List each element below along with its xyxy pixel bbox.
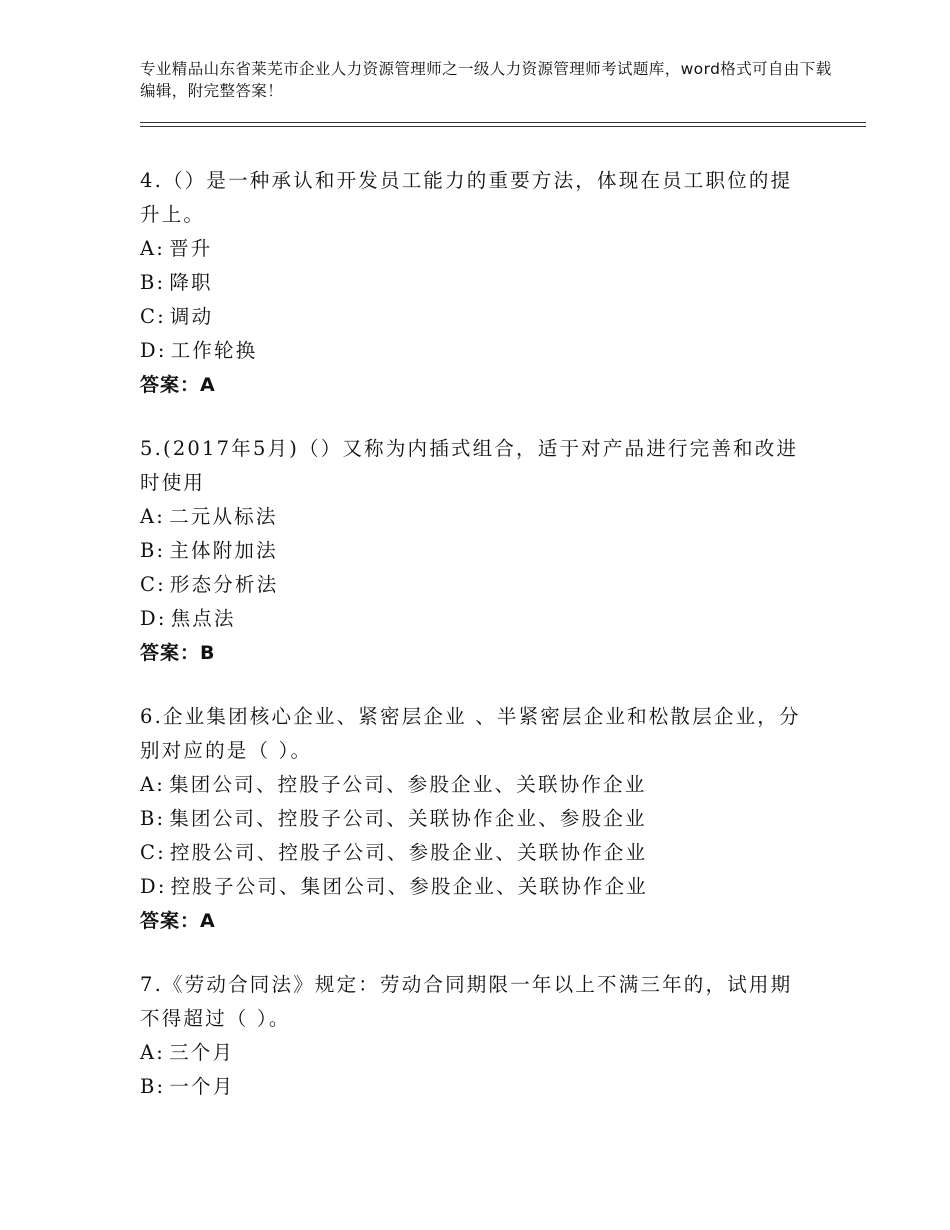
- option-key: B:: [140, 271, 166, 294]
- option-key: A:: [140, 505, 166, 528]
- option-text: 控股公司、控股子公司、参股企业、关联协作企业: [169, 841, 648, 864]
- option-b: [140, 1070, 810, 1104]
- question-stem: 6.企业集团核心企业、紧密层企业 、半紧密层企业和松散层企业，分别对应的是（ ）。: [140, 705, 801, 762]
- option-text: 形态分析法: [169, 573, 279, 596]
- option-key: D:: [140, 607, 167, 630]
- option-text: 二元从标法: [169, 505, 278, 528]
- option-key: A:: [140, 1041, 166, 1064]
- option-key: D:: [140, 339, 167, 362]
- question-7: [140, 968, 810, 1104]
- option-text: 降职: [169, 271, 213, 294]
- option-text: 集团公司、控股子公司、关联协作企业、参股企业: [169, 807, 647, 830]
- option-text: 工作轮换: [170, 339, 258, 362]
- option-key: B:: [140, 539, 166, 562]
- answer-label: 答案：B: [140, 642, 216, 664]
- header-divider-top: [140, 122, 866, 123]
- option-a: [140, 768, 810, 802]
- option-key: A:: [140, 237, 166, 260]
- option-b: [140, 534, 810, 568]
- option-a: [140, 500, 810, 534]
- option-key: A:: [140, 773, 166, 796]
- question-6: [140, 700, 810, 938]
- option-c: [140, 300, 810, 334]
- header-divider-bottom: [140, 126, 866, 127]
- option-d: [140, 870, 810, 904]
- option-text: 焦点法: [170, 607, 236, 630]
- question-list: [140, 164, 810, 1134]
- document-header: [140, 58, 840, 102]
- answer-label: 答案：A: [140, 910, 216, 932]
- option-key: D:: [140, 875, 167, 898]
- option-d: [140, 602, 810, 636]
- option-d: [140, 334, 810, 368]
- option-text: 调动: [169, 305, 214, 328]
- question-stem: 5.(2017年5月)（）又称为内插式组合，适于对产品进行完善和改进时使用: [140, 437, 799, 494]
- header-title: 专业精品山东省莱芜市企业人力资源管理师之一级人力资源管理师考试题库，word格式可自由下载编辑，附完整答案！: [140, 60, 832, 100]
- option-key: C:: [140, 573, 166, 596]
- option-key: B:: [140, 807, 166, 830]
- answer-label: 答案：A: [140, 374, 216, 396]
- option-text: 控股子公司、集团公司、参股企业、关联协作企业: [170, 875, 649, 898]
- question-stem: 7.《劳动合同法》规定：劳动合同期限一年以上不满三年的，试用期不得超过（ ）。: [140, 973, 793, 1030]
- option-key: C:: [140, 841, 166, 864]
- option-text: 一个月: [169, 1075, 235, 1098]
- option-text: 集团公司、控股子公司、参股企业、关联协作企业: [169, 773, 647, 796]
- option-a: [140, 232, 810, 266]
- option-b: [140, 802, 810, 836]
- option-text: 晋升: [169, 237, 213, 260]
- option-a: [140, 1036, 810, 1070]
- option-text: 主体附加法: [169, 539, 278, 562]
- option-key: C:: [140, 305, 166, 328]
- option-c: [140, 568, 810, 602]
- option-c: [140, 836, 810, 870]
- option-text: 三个月: [169, 1041, 235, 1064]
- option-b: [140, 266, 810, 300]
- option-key: B:: [140, 1075, 166, 1098]
- question-5: [140, 432, 810, 670]
- question-4: [140, 164, 810, 402]
- question-stem: 4.（）是一种承认和开发员工能力的重要方法，体现在员工职位的提升上。: [140, 169, 793, 226]
